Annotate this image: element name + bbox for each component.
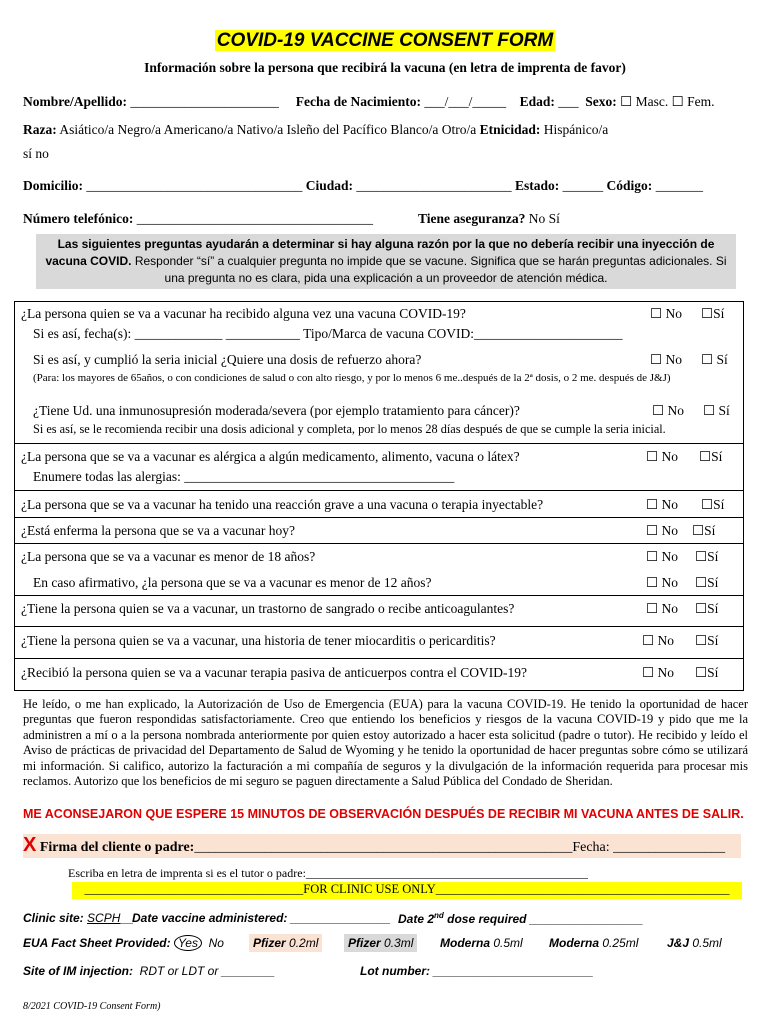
address-row: Domicilio: ________________________________ Ciudad: _______________________ Estado: ______ Código: _______ (23, 178, 703, 193)
q1-note: (Para: los mayores de 65años, o con condiciones de salud o con alto riesgo, y por lo menos 6 me..después de la 2ª dosis, o 2 me. después de J&J) (33, 372, 671, 384)
q3-no[interactable]: ☐ No (646, 449, 678, 464)
row-divider (15, 443, 743, 444)
consent-text: He leído, o me han explicado, la Autorización de Uso de Emergencia (EUA) para la vacuna COVID-19. He tenido la oportunidad de hacer preguntas que fueron respondidas satisfactoriamente. Creo que entiendo los beneficios y riesgos de la vacuna COVID-19 y pido que me la administren a mí o a la persona nombrada anteriormente por quien estoy autorizado a hacer esta solicitud (padre o tutor). He recibido y leído el Aviso de prácticas de privacidad del Departamento de Salud de Wyoming y he tenido la oportunidad de hacer preguntas sobre cómo se utilizará mi información. Si califico, autorizo la facturación a mi compañía de seguros y la divulgación de la información requerida para procesar mis reclamos. Autorizo que los beneficios de mi seguro se paguen directamente a Salud Pública del Condado de Sheridan. (23, 697, 748, 789)
q2-note: Si es así, se le recomienda recibir una dosis adicional y completa, por lo menos 28 días después de que se cumple la seria inicial. (33, 422, 666, 436)
q2-no[interactable]: ☐ No (652, 403, 684, 418)
row-divider (15, 517, 743, 518)
footer: 8/2021 COVID-19 Consent Form) (23, 1001, 161, 1012)
q7-text: ¿Tiene la persona quien se va a vacunar, un trastorno de sangrado o recibe anticoagulantes? (21, 601, 515, 616)
name-dob-row: Nombre/Apellido: ______________________ Fecha de Nacimiento: ___/___/_____ Edad: ___ Sexo: ☐ Masc. ☐ Fem. (23, 94, 715, 109)
city-field[interactable]: _______________________ (356, 178, 512, 193)
pfizer-03-option[interactable]: Pfizer 0.3ml (344, 936, 417, 950)
clinic-use-banner: ___________________________________FOR CLINIC USE ONLY_______________________________________________ (72, 882, 742, 899)
instructions: Las siguientes preguntas ayudarán a determinar si hay alguna razón por la que no debería recibir una inyección de vacuna COVID. Responder “sí” a cualquier pregunta no impide que se vacune. Significa que se harán preguntas adicionales. Si una pregunta no es clara, pida una explicación a un proveedor de atención médica. (36, 234, 736, 289)
q6b-no[interactable]: ☐ No (646, 575, 678, 590)
q3-text: ¿La persona que se va a vacunar es alérgica a algún medicamento, alimento, vacuna o látex? (21, 449, 520, 464)
race-options[interactable]: Asiático/a Negro/a Americano/a Nativo/a Isleño del Pacífico Blanco/a Otro/a (59, 122, 477, 137)
dob-field[interactable]: ___/___/_____ (424, 94, 507, 109)
q5-yes[interactable]: ☐Sí (692, 523, 716, 538)
im-injection-site: Site of IM injection: RDT or LDT or ________ (23, 964, 276, 978)
q8-text: ¿Tiene la persona quien se va a vacunar, una historia de tener miocarditis o pericarditis? (21, 633, 496, 648)
q1-booster-yes[interactable]: ☐ Sí (701, 352, 728, 367)
phone-field[interactable]: ___________________________________ (136, 211, 373, 226)
q6b-yes[interactable]: ☐Sí (695, 575, 719, 590)
sex-m-checkbox[interactable]: ☐ (620, 94, 633, 109)
q7-yes[interactable]: ☐Sí (695, 601, 719, 616)
q2-yes[interactable]: ☐ Sí (703, 403, 730, 418)
jj-option[interactable]: J&J 0.5ml (667, 936, 722, 950)
guardian-name-field[interactable]: Escriba en letra de imprenta si es el tutor o padre:_______________________________________________ (68, 866, 588, 880)
row-divider (15, 626, 743, 627)
q7-no[interactable]: ☐ No (646, 601, 678, 616)
date-administered: Date vaccine administered: _______________ (132, 911, 391, 925)
q5-no[interactable]: ☐ No (646, 523, 678, 538)
q6-text: ¿La persona que se va a vacunar es menor de 18 años? (21, 549, 316, 564)
moderna-025-option[interactable]: Moderna 0.25ml (549, 936, 639, 950)
q9-yes[interactable]: ☐Sí (695, 665, 719, 680)
q1-booster-no[interactable]: ☐ No (650, 352, 682, 367)
eua-fact-sheet: EUA Fact Sheet Provided: Yes No (23, 936, 224, 950)
q3-allergies[interactable]: Enumere todas las alergias: ________________________________________ (33, 469, 455, 484)
dose2-date-field[interactable]: _________________ (529, 912, 644, 926)
signature-x-mark: X (23, 834, 37, 856)
eua-no-option[interactable]: No (208, 936, 224, 950)
dose2-date: Date 2nd dose required _________________ (398, 911, 644, 926)
q8-no[interactable]: ☐ No (642, 633, 674, 648)
subtitle: Información sobre la persona que recibirá la vacuna (en letra de imprenta de favor) (144, 60, 626, 75)
q6b-text: En caso afirmativo, ¿la persona que se va a vacunar es menor de 12 años? (33, 575, 432, 590)
q5-text: ¿Está enferma la persona que se va a vacunar hoy? (21, 523, 295, 538)
im-site-options[interactable]: RDT or LDT or (139, 964, 219, 978)
clinic-site-value[interactable]: SCPH (87, 911, 121, 925)
insurance-row: Tiene aseguranza? No Sí (418, 211, 560, 226)
form-title: COVID-19 VACCINE CONSENT FORM (216, 30, 554, 51)
q4-yes[interactable]: ☐Sí (701, 497, 725, 512)
clinic-site: Clinic site: SCPH__ (23, 911, 134, 925)
row-divider (15, 595, 743, 596)
date-administered-field[interactable]: _______________ (290, 911, 391, 925)
eua-yes-option[interactable]: Yes (174, 935, 202, 951)
questions-table (14, 301, 744, 691)
sex-f-checkbox[interactable]: ☐ (671, 94, 684, 109)
zip-field[interactable]: _______ (655, 178, 703, 193)
q4-text: ¿La persona que se va a vacunar ha tenido una reacción grave a una vacuna o terapia inyectable? (21, 497, 544, 512)
q6-yes[interactable]: ☐Sí (695, 549, 719, 564)
row-divider (15, 658, 743, 659)
q9-no[interactable]: ☐ No (642, 665, 674, 680)
q8-yes[interactable]: ☐Sí (695, 633, 719, 648)
wait-notice: ME ACONSEJARON QUE ESPERE 15 MINUTOS DE OBSERVACIÓN DESPUÉS DE RECIBIR MI VACUNA ANTES DE SALIR. (23, 807, 744, 821)
q1-booster: Si es así, y cumplió la seria inicial ¿Quiere una dosis de refuerzo ahora? (33, 352, 422, 367)
q1-dates[interactable]: Si es así, fecha(s): _____________ ___________ Tipo/Marca de vacuna COVID:______________________ (33, 326, 623, 341)
race-row: Raza: Asiático/a Negro/a Americano/a Nativo/a Isleño del Pacífico Blanco/a Otro/a Etnicidad: Hispánico/a (23, 122, 609, 137)
q1-no[interactable]: ☐ No (650, 306, 682, 321)
row-divider (15, 490, 743, 491)
q3-yes[interactable]: ☐Sí (699, 449, 723, 464)
state-field[interactable]: ______ (562, 178, 604, 193)
insurance-options[interactable]: No Sí (528, 211, 560, 226)
signature-row: X Firma del cliente o padre:______________________________________________________Fecha: ________________ (23, 834, 726, 856)
q2-text: ¿Tiene Ud. una inmunosupresión moderada/severa (por ejemplo tratamiento para cáncer)? (33, 403, 520, 418)
signature-date-field[interactable]: ________________ (613, 840, 726, 855)
q6-no[interactable]: ☐ No (646, 549, 678, 564)
row-divider (15, 543, 743, 544)
signature-field[interactable]: ______________________________________________________ (194, 840, 573, 855)
q4-no[interactable]: ☐ No (646, 497, 678, 512)
phone-row: Número telefónico: ___________________________________ (23, 211, 373, 226)
lot-number-field[interactable]: ________________________ (433, 964, 594, 978)
q1-yes[interactable]: ☐Sí (701, 306, 725, 321)
ethnicity-options[interactable]: sí no (23, 146, 49, 161)
moderna-05-option[interactable]: Moderna 0.5ml (440, 936, 523, 950)
address-field[interactable]: ________________________________ (86, 178, 303, 193)
im-site-field[interactable]: ________ (221, 964, 276, 978)
pfizer-02-option[interactable]: Pfizer 0.2ml (249, 936, 322, 950)
name-field[interactable]: ______________________ (130, 94, 279, 109)
age-field[interactable]: ___ (558, 94, 579, 109)
q1-text: ¿La persona quien se va a vacunar ha recibido alguna vez una vacuna COVID-19? (21, 306, 466, 321)
lot-number: Lot number: ________________________ (360, 964, 594, 978)
q9-text: ¿Recibió la persona quien se va a vacunar terapia pasiva de anticuerpos contra el COVID-19? (21, 665, 528, 680)
